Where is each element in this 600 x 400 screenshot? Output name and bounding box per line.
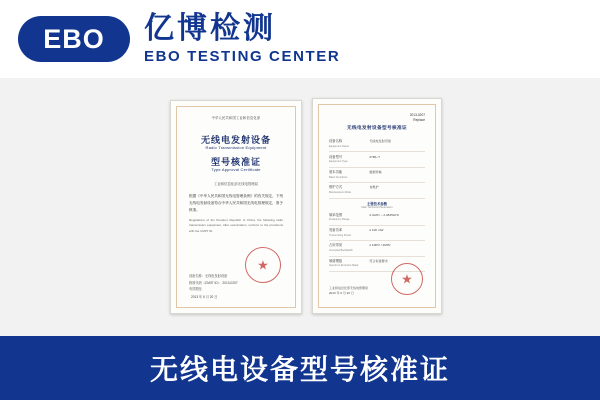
- cert-left-title-en: Radio Transmission Equipment: [205, 145, 267, 150]
- row-label-en: Transmitting Power: [329, 233, 352, 237]
- cert-left-validity: 有效期至: [189, 287, 202, 292]
- table-row: [329, 183, 425, 198]
- cert-right-rows: [329, 137, 425, 272]
- row-value: 符合标准要求: [369, 258, 388, 263]
- row-label-en: Frequency Range: [329, 218, 350, 222]
- row-label: 设备型号: [329, 154, 343, 159]
- cert-left-footer: [189, 273, 238, 293]
- row-label-en: Basic Functions: [329, 175, 348, 179]
- cert-left-paragraph-en: Regulations of the People's Republic of China, the following radio transmission equipment, after examination, conform to the provisions with the CMIIT ID.: [189, 217, 283, 233]
- cert-right-title: 无线电发射设备型号核准证: [347, 126, 407, 131]
- table-row: [329, 226, 425, 241]
- cert-left-issuer-line: 工业和信息化部无线电管理局: [213, 182, 259, 186]
- seal-star-icon: ★: [257, 257, 269, 273]
- row-label-en: Equipment Name: [329, 144, 350, 148]
- brand-name-cn: 亿博检测: [144, 11, 276, 47]
- certificate-left-border: [176, 106, 296, 308]
- table-row: [329, 211, 425, 226]
- row-label: 设备名称: [329, 139, 343, 144]
- row-value: ≤ 100 mW: [369, 228, 384, 233]
- cert-right-footer: [329, 286, 368, 297]
- header-banner: [0, 0, 600, 78]
- row-label: 频率范围: [329, 212, 343, 217]
- row-label: 发射功率: [329, 228, 343, 233]
- certificate-right: [312, 98, 442, 314]
- cert-left-cmiit-id: 核准代码（CMIIT ID）：2013-0207: [189, 280, 238, 285]
- cert-left-title-cn: 无线电发射设备: [200, 136, 271, 146]
- brand-block: [144, 13, 340, 65]
- table-row: [329, 152, 425, 167]
- cert-left-body: [189, 193, 283, 238]
- row-value: 2.4GHz ~ 2.4835GHz: [369, 212, 399, 217]
- row-label: 基本功能: [329, 169, 343, 174]
- cert-right-section-title: [329, 199, 425, 211]
- cert-right-replace-label: Replace: [413, 118, 425, 123]
- row-label: 维护方式: [329, 185, 343, 190]
- section-title-cn: 主要技术参数: [366, 202, 388, 206]
- row-label-en: Equipment Type: [329, 160, 348, 164]
- row-value: ≤ 1MHz / 2MHz: [369, 243, 391, 248]
- seal-star-icon: ★: [401, 271, 413, 287]
- row-value: 自维护: [369, 185, 379, 190]
- ebo-logo: [18, 16, 130, 62]
- cert-left-equipment-name: 设备名称：无线电发射设备: [189, 273, 228, 278]
- caption-bar: [0, 336, 600, 400]
- cert-right-issue-date: 2013 年 6 月 20 日: [329, 291, 354, 296]
- table-row: [329, 241, 425, 256]
- row-value: 数据传输: [369, 169, 382, 174]
- row-label-en: Occupied Bandwidth: [329, 249, 353, 253]
- cert-left-paragraph-cn: 根据《中华人民共和国无线电管理条例》的有关规定，下列无线电发射设备符合中华人民共和国无线电管理规定，准予核准。: [189, 194, 283, 213]
- row-label-en: Spectrum Emission Mask: [329, 264, 359, 268]
- row-value: 无线电发射设备: [369, 139, 391, 144]
- certificate-photo-area: [0, 78, 600, 336]
- cert-left-subtitle-cn: 型号核准证: [210, 158, 261, 168]
- certificate-right-border: [318, 104, 436, 308]
- cert-left-top-note: 中华人民共和国工业和信息化部: [211, 116, 261, 120]
- official-seal-icon: [245, 247, 281, 283]
- cert-left-date: 2013 年 6 月 20 日: [191, 295, 218, 299]
- cert-left-subtitle-en: Type Approval Certificate: [211, 167, 261, 172]
- cert-right-code-value: 2013-0207: [409, 113, 425, 117]
- row-value: 27ML-T: [369, 154, 380, 159]
- table-row: [329, 137, 425, 152]
- row-label: 频谱模板: [329, 258, 343, 263]
- section-title-en: Main Technical Parameters: [361, 206, 393, 209]
- cert-right-issuer: 工业和信息化部无线电管理局: [329, 285, 369, 290]
- certificate-left: [170, 100, 302, 314]
- table-row: [329, 168, 425, 183]
- official-seal-icon: [391, 263, 423, 295]
- caption-text: 无线电设备型号核准证: [149, 353, 450, 386]
- row-label: 占用带宽: [329, 243, 343, 248]
- row-label-en: Maintenance Mode: [329, 190, 352, 194]
- logo-text: EBO: [43, 23, 105, 54]
- cert-right-code: [410, 113, 425, 124]
- brand-name-en: EBO TESTING CENTER: [144, 47, 341, 65]
